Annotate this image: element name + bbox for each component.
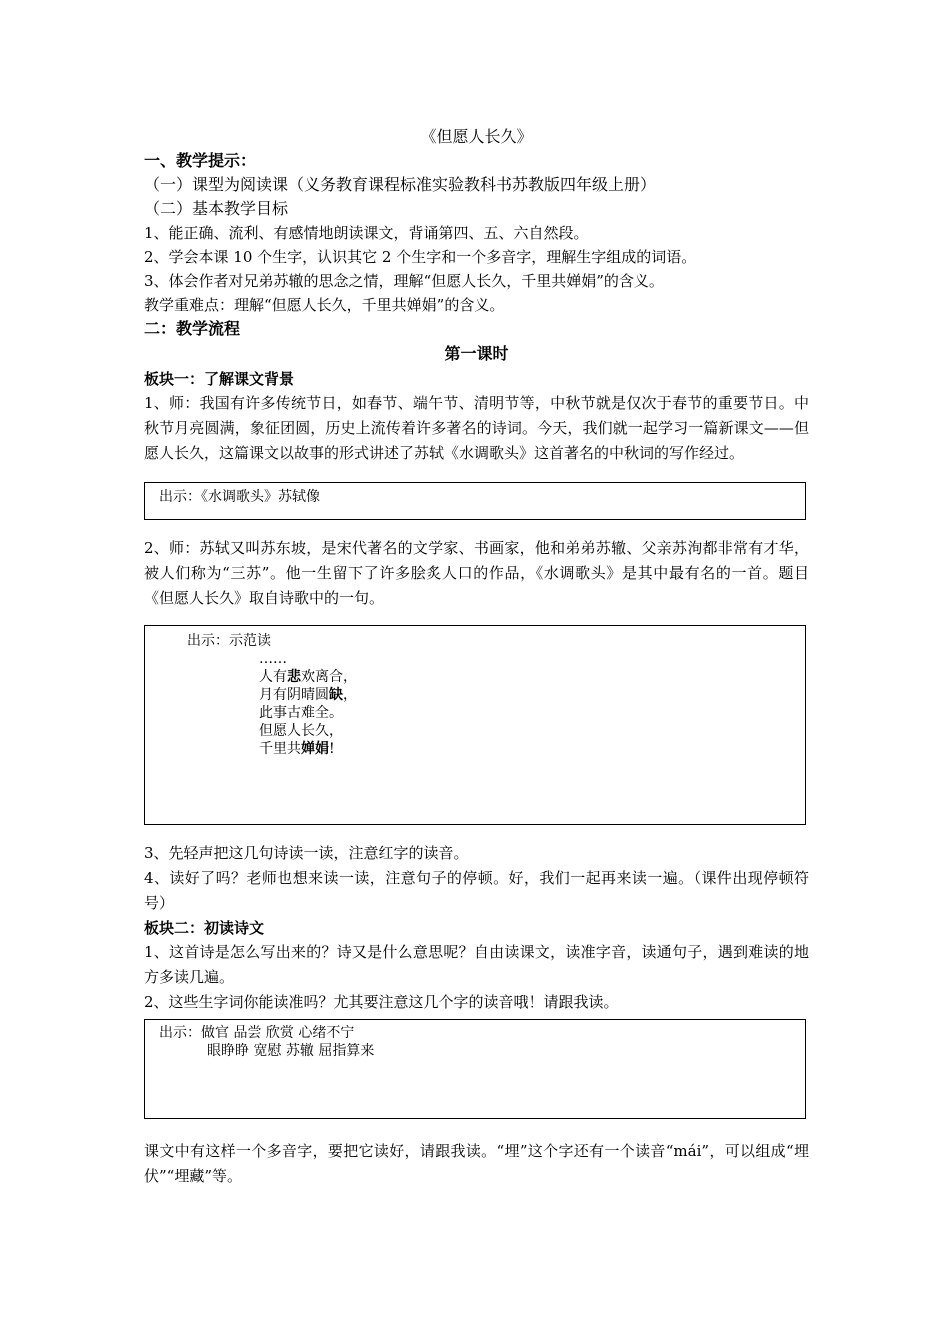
goal-2: 2、学会本课 10 个生字，认识其它 2 个生字和一个多音字，理解生字组成的词语。 [144,248,697,266]
block2-paragraph-2: 2、这些生字词你能读准吗？尤其要注意这几个字的读音哦！请跟我读。 [144,993,619,1011]
goal-3: 3、体会作者对兄弟苏辙的思念之情，理解“但愿人长久，千里共婵娟”的含义。 [144,272,664,290]
poem-text: 月有阴晴圆 [259,687,329,703]
section1-heading: 一、教学提示： [144,151,257,170]
display-box-poem [144,625,806,825]
block1-paragraph-1: 1、师：我国有许多传统节日，如春节、端午节、清明节等，中秋节就是仅次于春节的重要节日。中秋节月亮圆满，象征团圆，历史上流传着许多著名的诗词。今天，我们就一起学习一篇新课文——但愿人长久，这篇课文以故事的形式讲述了苏轼《水调歌头》这首著名的中秋词的写作经过。 [144,394,809,462]
block2-title: 板块二：初读诗文 [144,919,265,937]
poem-box-label: 出示：示范读 [187,633,271,649]
display-box-portrait [144,482,806,520]
poem-text: ! [329,741,335,757]
block2-paragraph-1: 1、这首诗是怎么写出来的？诗又是什么意思呢？自由读课文，读准字音，读通句子，遇到难读的地方多读几遍。 [144,943,809,986]
poem-line-3: 此事古难全。 [259,705,343,721]
poem-line-2 [259,686,805,704]
poem-line-4: 但愿人长久， [259,723,343,739]
section1-item2: （二）基本教学目标 [144,199,289,218]
lesson-title: 第一课时 [444,344,509,363]
poem-ellipsis: …… [259,651,287,667]
goal-1: 1、能正确、流利、有感情地朗读课文，背诵第四、五、六自然段。 [144,224,589,242]
block1-paragraph-4: 4、读好了吗？老师也想来读一读，注意句子的停顿。好，我们一起再来读一遍。（课件出现停顿符号） [144,869,809,912]
block1-paragraph-2: 2、师：苏轼又叫苏东坡，是宋代著名的文学家、书画家，他和弟弟苏辙、父亲苏洵都非常有才华，被人们称为“三苏”。他一生留下了许多脍炙人口的作品，《水调歌头》是其中最有名的一首。题目《但愿人长久》取自诗歌中的一句。 [144,539,809,607]
key-point: 教学重难点：理解“但愿人长久，千里共婵娟”的含义。 [144,296,505,314]
poem-key-char: 悲 [287,669,301,685]
vocabulary-line-2: 眼睁睁 宽慰 苏辙 屈指算来 [207,1043,375,1059]
display-box-vocabulary [144,1019,806,1119]
poem-text: 千里共 [259,741,301,757]
vocabulary-line-1: 出示：做官 品尝 欣赏 心绪不宁 [159,1025,355,1041]
poem-line-5 [259,740,805,758]
block1-paragraph-3: 3、先轻声把这几句诗读一读，注意红字的读音。 [144,844,469,862]
section1-item1: （一）课型为阅读课（义务教育课程标准实验教科书苏教版四年级上册） [144,175,657,194]
poem-key-char: 缺 [329,687,343,703]
section2-heading: 二：教学流程 [144,319,241,338]
poem-key-char: 婵娟 [301,741,329,757]
block2-paragraph-3: 课文中有这样一个多音字，要把它读好，请跟我读。“埋”这个字还有一个读音“mái”，可以组成“埋伏”“埋藏”等。 [144,1142,809,1185]
block1-title: 板块一：了解课文背景 [144,370,295,388]
display-box-portrait-text: 出示：《水调歌头》苏轼像 [159,489,320,505]
poem-text: ， [343,687,357,703]
poem-text: 人有 [259,669,287,685]
poem-text: 欢离合， [301,669,357,685]
poem [187,650,805,758]
poem-line-1 [259,668,805,686]
document-page [144,124,809,1189]
document-title: 《但愿人长久》 [420,127,533,146]
